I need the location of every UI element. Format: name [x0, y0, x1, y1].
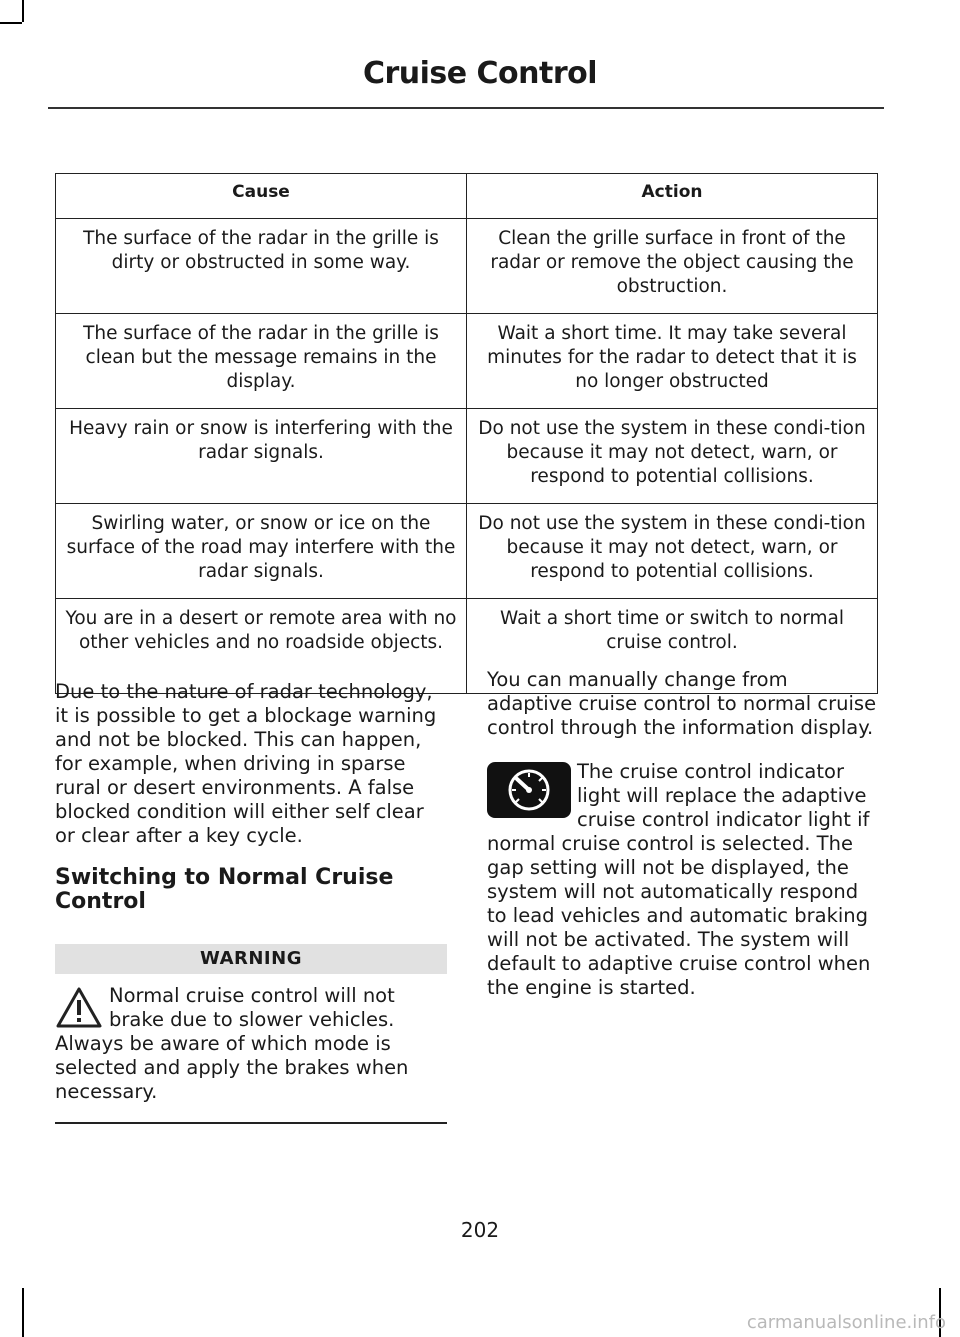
warning-triangle-icon — [55, 986, 103, 1030]
section-heading: Switching to Normal Cruise Control — [55, 865, 394, 914]
page-title: Cruise Control — [362, 56, 598, 91]
table-row — [56, 409, 878, 504]
page-number: 202 — [460, 1218, 500, 1242]
table-row — [56, 314, 878, 409]
cause-cell: The surface of the radar in the grille is clean but the message remains in the display. — [56, 314, 467, 409]
action-cell: Clean the grille surface in front of the radar or remove the object causing the obstruction. — [467, 219, 878, 314]
crop-mark — [22, 1288, 24, 1337]
table-header-row — [56, 174, 878, 219]
watermark: carmanualsonline.info — [746, 1312, 946, 1333]
action-cell: Do not use the system in these condi-tion because it may not detect, warn, or respond to potential collisions. — [467, 409, 878, 504]
warning-divider — [55, 1122, 447, 1124]
warning-label: WARNING — [55, 944, 447, 974]
cruise-control-indicator-icon — [487, 762, 571, 818]
table-row — [56, 219, 878, 314]
left-column — [55, 680, 447, 1124]
cause-cell: The surface of the radar in the grille is dirty or obstructed in some way. — [56, 219, 467, 314]
table-row — [56, 504, 878, 599]
title-divider — [48, 107, 884, 109]
right-column — [487, 668, 879, 1000]
action-cell: Do not use the system in these condi-tion because it may not detect, warn, or respond to potential collisions. — [467, 504, 878, 599]
action-header: Action — [467, 174, 878, 219]
indicator-paragraph: The cruise control indicator light will replace the adaptive cruise control indicator light if normal cruise control is selected. The gap setting will not be displayed, the system will not automatically respond to lead vehicles and automatic braking will not be activated. The system will default to adaptive cruise control when the engine is started. — [487, 760, 871, 999]
warning-text: Normal cruise control will not brake due to slower vehicles. Always be aware of which mode is selected and apply the brakes when necessary. — [55, 984, 409, 1103]
cause-header: Cause — [56, 174, 467, 219]
cause-cell: You are in a desert or remote area with no other vehicles and no roadside objects. — [56, 599, 467, 694]
radar-blockage-paragraph: Due to the nature of radar technology, it is possible to get a blockage warning and not be blocked. This can happen, for example, when driving in sparse rural or desert environments. A false blocked condition will either self clear or clear after a key cycle. — [55, 680, 437, 847]
warning-box — [55, 944, 447, 1124]
action-cell: Wait a short time or switch to normal cruise control. — [467, 599, 878, 694]
warning-body — [55, 984, 447, 1104]
manual-change-paragraph: You can manually change from adaptive cruise control to normal cruise control through the information display. — [487, 668, 877, 739]
action-cell: Wait a short time. It may take several minutes for the radar to detect that it is no longer obstructed — [467, 314, 878, 409]
cause-cell: Heavy rain or snow is interfering with the radar signals. — [56, 409, 467, 504]
indicator-section — [487, 760, 879, 1000]
cause-cell: Swirling water, or snow or ice on the surface of the road may interfere with the radar signals. — [56, 504, 467, 599]
crop-mark — [22, 0, 24, 22]
cause-action-table — [55, 173, 878, 694]
crop-mark — [0, 22, 22, 24]
